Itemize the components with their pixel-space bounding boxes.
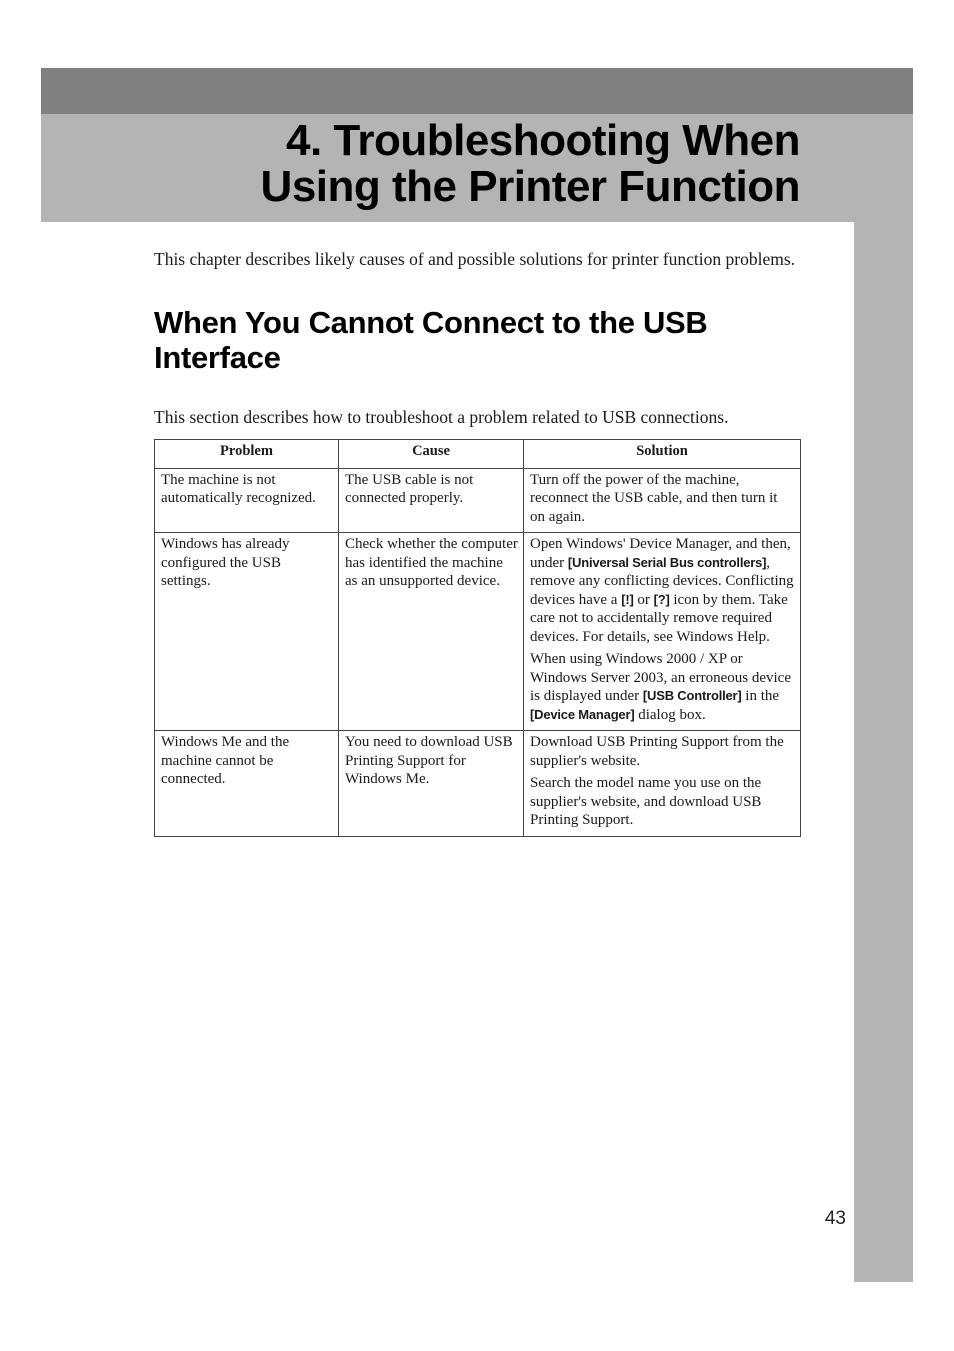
page-number: 43 (824, 1208, 846, 1229)
table-row (155, 731, 801, 837)
cause-cell: Check whether the computer has identified the machine as an unsupported device. (339, 533, 524, 731)
problem-cell: Windows has already configured the USB settings. (155, 533, 339, 731)
solution-paragraph (530, 535, 795, 646)
header-cause: Cause (339, 440, 524, 469)
section-description: This section describes how to troubleshoot a problem related to USB connections. (154, 407, 729, 427)
solution-cell (524, 731, 801, 837)
solution-text: dialog box. (634, 706, 706, 723)
section-title (154, 305, 804, 375)
chapter-title-line2: Using the Printer Function (260, 162, 800, 211)
solution-text: Open Windows' Device Manager, and then, under (530, 536, 791, 571)
key-device-manager: [Device Manager] (530, 706, 635, 722)
table-row (155, 533, 801, 731)
header-problem: Problem (155, 440, 339, 469)
solution-paragraph: Download USB Printing Support from the supplier's website. (530, 734, 784, 769)
section-title-line1: When You Cannot Connect to the USB (154, 305, 708, 340)
solution-cell (524, 533, 801, 731)
key-exclamation-icon: [!] (621, 591, 634, 607)
chapter-intro: This chapter describes likely causes of and possible solutions for printer function problems. (154, 249, 796, 269)
solution-text: or (633, 591, 654, 608)
side-tab-strip (854, 222, 913, 1282)
key-universal-serial-bus-controllers: [Universal Serial Bus controllers] (567, 554, 767, 570)
solution-paragraph (530, 650, 795, 724)
section-title-line2: Interface (154, 340, 281, 375)
table-row (155, 468, 801, 533)
solution-text: icon by them. Take care not to accidentally remove required devices. For details, see Windows Help. (530, 591, 788, 645)
header-band-dark (41, 68, 913, 114)
solution-text: in the (741, 688, 780, 704)
header-solution: Solution (524, 440, 801, 469)
chapter-title-line1: 4. Troubleshooting When (285, 116, 800, 165)
chapter-title (150, 118, 800, 210)
table-header-row (155, 440, 801, 469)
solution-cell: Turn off the power of the machine, reconnect the USB cable, and then turn it on again. (524, 468, 801, 533)
troubleshooting-table (154, 439, 801, 837)
problem-cell: The machine is not automatically recognized. (155, 468, 339, 533)
cause-cell: You need to download USB Printing Support for Windows Me. (339, 731, 524, 837)
key-usb-controller: [USB Controller] (642, 688, 742, 703)
key-question-icon: [?] (653, 591, 670, 607)
problem-cell: Windows Me and the machine cannot be connected. (155, 731, 339, 837)
solution-paragraph: Search the model name you use on the supplier's website, and download USB Printing Support. (530, 775, 762, 828)
solution-text: , remove any conflicting devices. Conflicting devices have a (530, 554, 794, 608)
solution-text: When using Windows 2000 / XP or Windows Server 2003, an erroneous device is displayed under (530, 651, 791, 704)
cause-cell: The USB cable is not connected properly. (339, 468, 524, 533)
